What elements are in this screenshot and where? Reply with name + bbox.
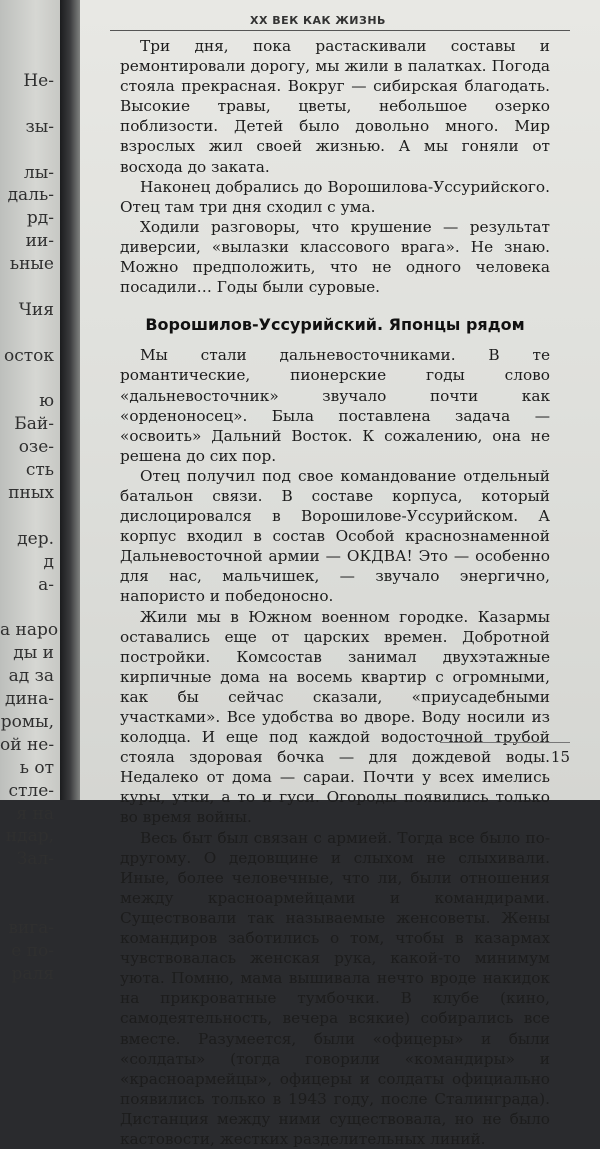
left-fragment-line: озе- — [18, 437, 54, 458]
running-head: XX ВЕК КАК ЖИЗНЬ — [250, 14, 386, 27]
paragraph: Жили мы в Южном военном городке. Казармы оставались еще от царских времен. Добротной постройки. Комсостав занимал двухэтажные кирпичные дома на восемь квартир с огромными, как бы сейчас сказали, «приусадебными участками». Все удобства во дворе. Воду носили из колодца. И еще под каждой водосточной трубой стояла здоровая бочка — для дождевой воды. Недалеко от дома — сараи. Почти у всех имелись куры, утки, а то и гуси. Огороды появились только во время войны. — [120, 607, 550, 827]
left-fragment-line: стле- — [8, 780, 54, 801]
left-fragment-line: Не- — [23, 71, 54, 91]
left-page-text-fragments — [0, 70, 60, 986]
left-fragment-line: я на — [16, 803, 54, 824]
left-fragment-line: вига- — [8, 917, 54, 938]
left-fragment-line: лы- — [23, 162, 54, 183]
left-fragment-line: сть — [25, 460, 54, 481]
paragraph: Наконец добрались до Ворошилова-Уссурийского. Отец там три дня сходил с ума. — [120, 177, 550, 216]
left-fragment-line: рд- — [26, 208, 54, 229]
left-fragment-line: Зал- — [16, 849, 54, 870]
left-fragment-line: ьные — [9, 254, 54, 275]
left-fragment-line: ды и — [13, 643, 54, 664]
left-fragment-line: Бай- — [14, 414, 54, 435]
paragraph: Ходили разговоры, что крушение — результат диверсии, «вылазки классового врага». Не знаю. Можно предположить, что не одного человека посадили… Годы были суровые. — [120, 217, 550, 297]
left-fragment-line: ь от — [19, 757, 54, 778]
section-title: Ворошилов-Уссурийский. Японцы рядом — [145, 315, 525, 335]
left-fragment-line — [0, 139, 54, 162]
header-rule — [110, 30, 570, 31]
left-fragment-line: ад за — [8, 666, 54, 687]
right-page — [80, 0, 600, 1148]
left-fragment-line — [0, 368, 54, 391]
left-fragment-line: ндар, — [5, 826, 54, 847]
left-fragment-line: а наро — [0, 620, 59, 641]
left-fragment-line: д — [43, 551, 54, 572]
left-fragment-line: ой не- — [0, 734, 55, 755]
left-fragment-line: ромы, — [0, 711, 54, 732]
left-fragment-line: осток — [3, 345, 54, 366]
left-fragment-line: а- — [38, 574, 54, 595]
left-fragment-line: дер. — [17, 528, 54, 549]
left-fragment-line: ю — [39, 391, 54, 412]
left-fragment-line — [0, 322, 54, 345]
paragraph: Мы стали дальневосточниками. В те романтические, пионерские годы слово «дальневосточник» звучало почти как «орденоносец». Была поставлена задача — «освоить» Дальний Восток. К сожалению, она не решена до сих пор. — [120, 346, 550, 465]
paragraph: Отец получил под свое командование отдельный батальон связи. В составе корпуса, который дислоцировался в Ворошилове-Уссурийском. А корпус входил в состав Особой краснознаменной Дальневосточной армии — ОКДВА! Это — особенно для нас, мальчишек, — звучало энергично, напористо и победоносно. — [120, 466, 550, 606]
footer-rule — [440, 742, 570, 743]
left-page-edge — [0, 0, 60, 984]
left-fragment-line: даль- — [7, 185, 54, 206]
paragraph: Весь быт был связан с армией. Тогда все было по-другому. О дедовщине и слыхом не слыхивали. Иные, более человечные, что ли, были отношения между красноармейцами и командирами. Существовали так называемые женсоветы. Жены командиров заботились о том, чтобы в казармах чувствовалась женская рука, какой-то минимум уюта. Помню, мама вышивала нечто вроде накидок на прикроватные тумбочки. В клубе (кино, самодеятельность, вечера всякие) собирались все вместе. Разумеется, были «офицеры» и были «солдаты» (тогда говорили «командиры» и «красноармейцы», офицеры и солдаты официально появились только в 1943 году, после Сталинграда). Дистанция между ними существовала, но не было кастовости, жестких разделительных линий. — [120, 828, 550, 1148]
left-fragment-line: ии- — [25, 231, 54, 252]
paragraph: Три дня, пока растаскивали составы и ремонтировали дорогу, мы жили в палатках. Погода стояла прекрасная. Вокруг — сибирская благодать. Высокие травы, цветы, небольшое озерко поблизости. Детей было довольно много. Мир взрослых жил своей жизнью. А мы гоняли от восхода до заката. — [120, 37, 550, 176]
body-text — [120, 36, 550, 1149]
left-fragment-line: е по- — [11, 940, 54, 961]
left-fragment-line — [0, 505, 54, 528]
left-fragment-line — [0, 894, 54, 917]
left-fragment-line — [0, 596, 54, 619]
left-fragment-line: зы- — [25, 116, 54, 137]
book-spine-fold — [60, 0, 82, 800]
left-fragment-line: пных — [8, 483, 54, 504]
left-fragment-line — [0, 871, 54, 894]
left-fragment-line — [0, 93, 54, 116]
left-fragment-line: дина- — [4, 689, 54, 710]
left-fragment-line — [0, 276, 54, 299]
left-fragment-line: Чия — [18, 299, 54, 320]
page-number: 15 — [550, 748, 570, 766]
left-fragment-line: раля — [11, 963, 54, 984]
